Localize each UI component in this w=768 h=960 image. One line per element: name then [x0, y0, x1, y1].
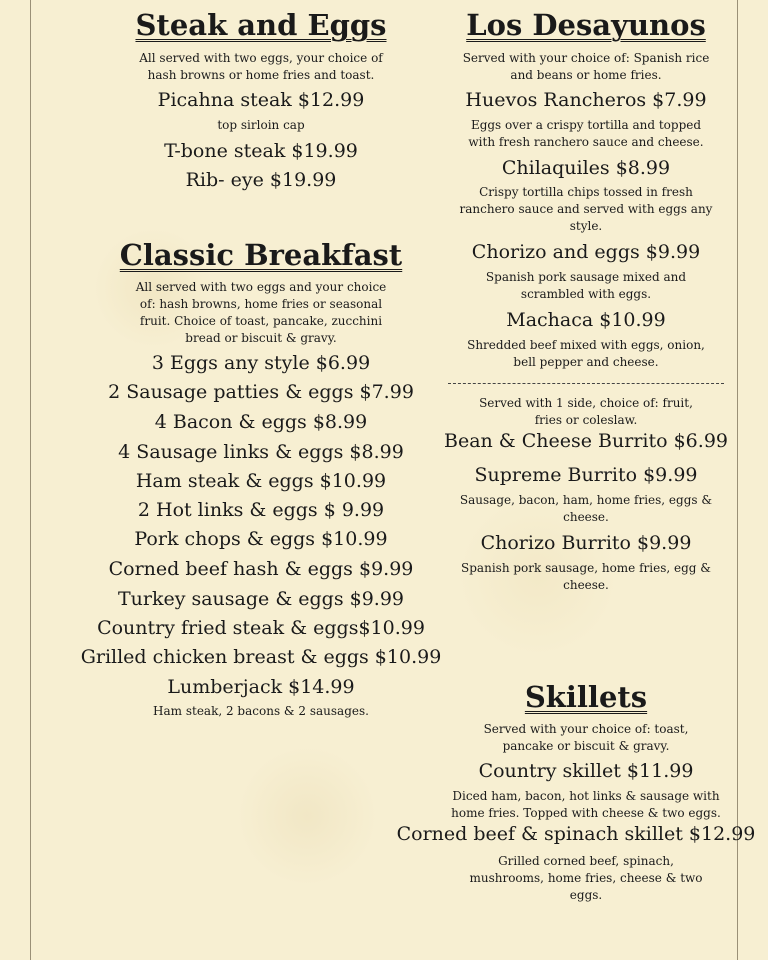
menu-item-chilaquiles: Chilaquiles $8.99 [501, 157, 671, 179]
menu-item-desc-machaca: Shredded beef mixed with eggs, onion, bell pepper and cheese. [467, 338, 705, 369]
menu-item-bacon: 4 Bacon & eggs $8.99 [154, 411, 368, 433]
menu-item-sausage-links: 4 Sausage links & eggs $8.99 [118, 441, 404, 463]
menu-item-lumberjack: Lumberjack $14.99 [167, 676, 355, 698]
menu-item-pork-chops: Pork chops & eggs $10.99 [134, 528, 388, 550]
menu-item-huevos-rancheros: Huevos Rancheros $7.99 [465, 89, 707, 111]
menu-item-desc-supreme-burrito: Sausage, bacon, ham, home fries, eggs & cheese. [459, 493, 713, 524]
menu-item-t-bone-steak: T-bone steak $19.99 [164, 140, 358, 162]
menu-item-bean-cheese-burrito: Bean & Cheese Burrito $6.99 [443, 430, 728, 452]
menu-item-rib-eye: Rib- eye $19.99 [185, 169, 337, 191]
menu-item-supreme-burrito: Supreme Burrito $9.99 [474, 464, 698, 486]
menu-page [30, 0, 756, 960]
menu-item-sausage-patties: 2 Sausage patties & eggs $7.99 [108, 381, 414, 403]
steak-and-eggs-heading: Steak and Eggs [135, 8, 387, 42]
menu-item-desc-lumberjack: Ham steak, 2 bacons & 2 sausages. [153, 704, 369, 718]
menu-item-desc-country-skillet: Diced ham, bacon, hot links & sausage with home fries. Topped with cheese & two eggs. [451, 789, 721, 820]
menu-item-country-fried-steak: Country fried steak & eggs$10.99 [97, 617, 425, 639]
skillets-note: Served with your choice of: toast, pancake or biscuit & gravy. [483, 722, 689, 753]
menu-item-hot-links: 2 Hot links & eggs $ 9.99 [137, 499, 385, 521]
menu-item-ham-steak: Ham steak & eggs $10.99 [135, 470, 387, 492]
menu-item-corned-beef-spinach-skillet: Corned beef & spinach skillet $12.99 [396, 823, 756, 845]
section-divider [448, 383, 724, 384]
menu-item-desc-chilaquiles: Crispy tortilla chips tossed in fresh ranchero sauce and served with eggs any style. [459, 185, 713, 233]
menu-item-3-eggs: 3 Eggs any style $6.99 [151, 352, 371, 374]
menu-item-chorizo-and-eggs: Chorizo and eggs $9.99 [471, 241, 701, 263]
menu-item-desc-chorizo-and-eggs: Spanish pork sausage mixed and scrambled with eggs. [485, 270, 687, 301]
menu-item-desc-picanha: top sirloin cap [217, 118, 305, 132]
los-desayunos-heading: Los Desayunos [466, 8, 706, 42]
los-desayunos-note: Served with your choice of: Spanish rice and beans or home fries. [462, 51, 710, 82]
menu-item-picanha-steak: Picahna steak $12.99 [157, 89, 365, 111]
menu-item-country-skillet: Country skillet $11.99 [478, 760, 694, 782]
skillets-heading: Skillets [524, 680, 648, 714]
steak-and-eggs-note: All served with two eggs, your choice of hash browns or home fries and toast. [139, 51, 383, 82]
menu-item-turkey-sausage: Turkey sausage & eggs $9.99 [117, 588, 405, 610]
menu-item-desc-chorizo-burrito: Spanish pork sausage, home fries, egg & cheese. [461, 561, 711, 592]
menu-item-desc-corned-beef-spinach: Grilled corned beef, spinach, mushrooms, home fries, cheese & two eggs. [469, 854, 703, 902]
burritos-note: Served with 1 side, choice of: fruit, fries or coleslaw. [479, 396, 693, 427]
menu-item-corned-beef-hash: Corned beef hash & eggs $9.99 [108, 558, 414, 580]
menu-item-desc-huevos-rancheros: Eggs over a crispy tortilla and topped with fresh ranchero sauce and cheese. [468, 118, 704, 149]
classic-breakfast-note: All served with two eggs and your choice of: hash browns, home fries or seasonal fruit. Choice of toast, pancake, zucchini bread or biscuit & gravy. [135, 280, 387, 345]
menu-item-grilled-chicken: Grilled chicken breast & eggs $10.99 [80, 646, 442, 668]
classic-breakfast-heading: Classic Breakfast [119, 238, 403, 272]
menu-item-machaca: Machaca $10.99 [506, 309, 666, 331]
menu-item-chorizo-burrito: Chorizo Burrito $9.99 [480, 532, 692, 554]
